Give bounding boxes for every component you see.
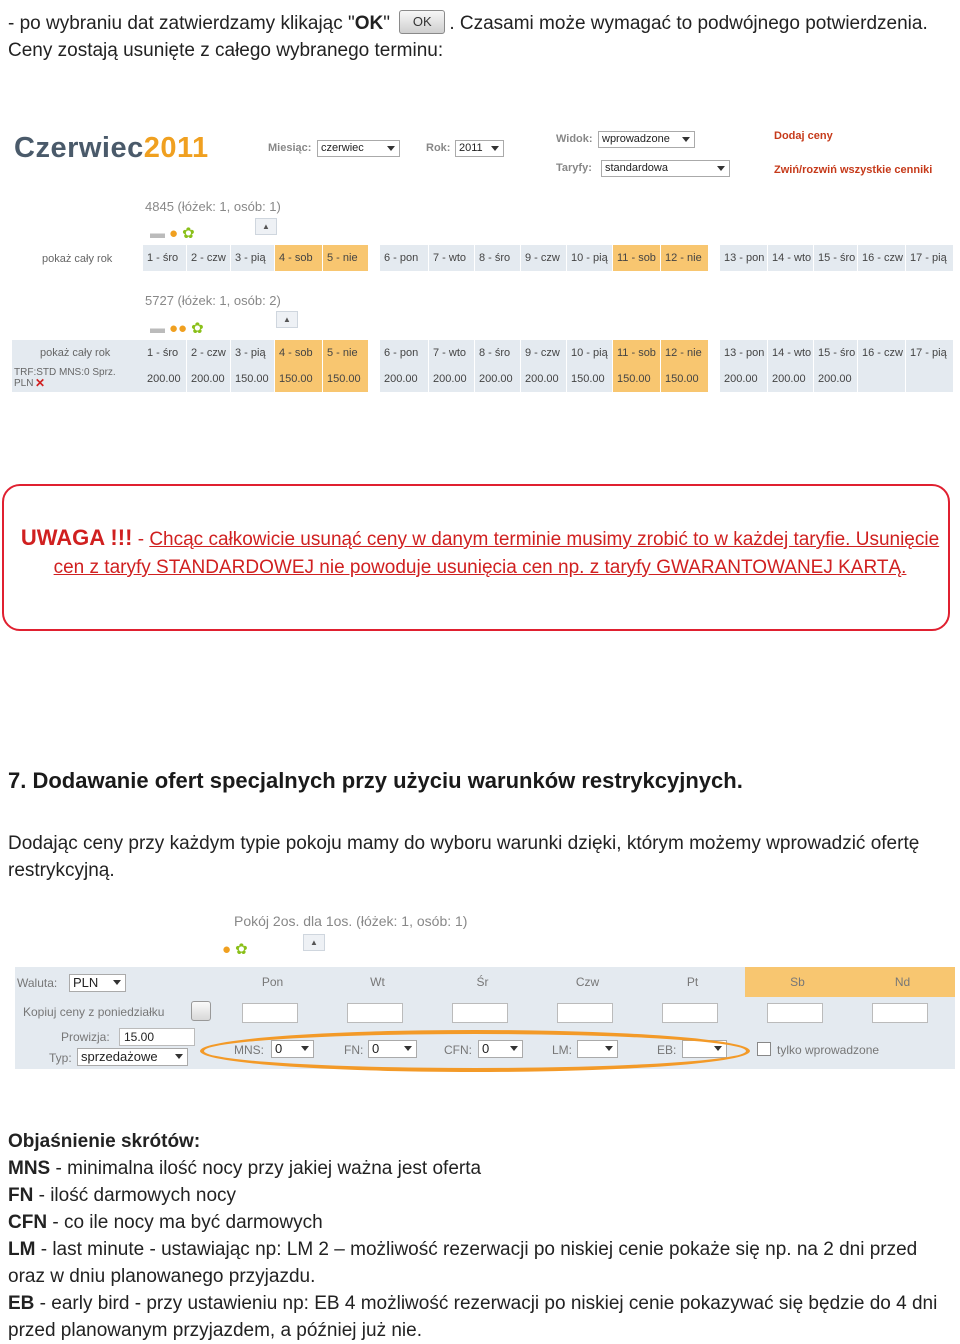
day-header: Śr [430,967,536,997]
explanation-text: - ilość darmowych nocy [33,1185,237,1206]
type-select[interactable] [77,1048,188,1066]
warning-dash: - [132,529,150,550]
show-year-link[interactable]: pokaż cały rok [42,253,113,265]
year-select[interactable] [455,140,504,157]
room1-days-row [143,245,955,271]
explanation-item [8,1290,953,1344]
view-select[interactable] [598,131,695,148]
cfn-select-value: 0 [482,1041,490,1056]
fn-select-value: 0 [372,1041,380,1056]
room2-icons [150,319,208,338]
column-gap [369,245,380,271]
day-cell[interactable]: 7 - wto [429,340,475,366]
day-cell[interactable]: 2 - czw [187,340,231,366]
mns-select-value: 0 [275,1041,283,1056]
delete-icon[interactable]: ✕ [35,376,46,390]
explanation-abbr: MNS [8,1158,51,1179]
explanation-abbr: CFN [8,1212,48,1233]
day-header: Wt [325,967,431,997]
warning-text [20,524,940,582]
day-cell[interactable]: 16 - czw [858,245,906,271]
copy-monday-button[interactable] [191,1001,211,1021]
day-cell[interactable]: 9 - czw [521,245,567,271]
chevron-down-icon [175,1054,183,1059]
day-cell[interactable]: 12 - nie [661,245,709,271]
toggle-all-link[interactable]: Zwiń/rozwiń wszystkie cenniki [774,164,933,176]
copy-monday-label: Kopiuj ceny z poniedziałku [23,1005,165,1019]
intro-part1: - po wybraniu dat zatwierdzamy klikając " [8,13,355,34]
price-cell[interactable]: 150.00 [661,366,709,392]
day-cell[interactable]: 8 - śro [475,340,521,366]
day-cell[interactable]: 16 - czw [858,340,906,366]
view-label: Widok: [556,133,593,145]
highlight-oval [200,1030,750,1072]
currency-label: Waluta: [17,976,58,990]
chevron-down-icon [717,166,725,171]
day-cell[interactable]: 11 - sob [613,340,661,366]
add-prices-link[interactable]: Dodaj ceny [774,130,833,142]
day-price-input[interactable] [452,1003,508,1023]
explanation-text: - last minute - ustawiając np: LM 2 – możliwość rezerwacji po niskiej cenie pokaże się np. na 2 dni przed oraz w dniu planowanego przyjazdu. [8,1239,918,1287]
day-cell[interactable]: 5 - nie [323,340,369,366]
day-price-input[interactable] [242,1003,298,1023]
day-header: Pt [640,967,746,997]
price-cell[interactable]: 200.00 [187,366,231,392]
price-cell[interactable]: 200.00 [429,366,475,392]
price-cell[interactable]: 200.00 [380,366,429,392]
day-cell[interactable]: 17 - pią [906,340,954,366]
day-cell[interactable]: 13 - pon [720,245,768,271]
person-icon: ●● [169,320,188,337]
day-cell[interactable]: 10 - pią [567,245,613,271]
day-price-input[interactable] [557,1003,613,1023]
price-cell[interactable]: 150.00 [323,366,369,392]
chevron-down-icon [387,146,395,151]
explanations [8,1128,953,1344]
day-cell[interactable]: 3 - pią [231,340,275,366]
month-select[interactable] [317,140,400,157]
day-cell[interactable]: 10 - pią [567,340,613,366]
day-price-inputs [220,997,955,1031]
explanation-abbr: EB [8,1293,35,1314]
chevron-down-icon [113,980,121,985]
type-select-value: sprzedażowe [81,1049,158,1064]
room2-title: 5727 (łóżek: 1, osób: 2) [145,293,281,308]
view-select-value: wprowadzone [602,133,670,145]
day-price-input[interactable] [767,1003,823,1023]
eb-label: EB: [657,1043,677,1057]
person-icon: ● [169,225,179,242]
year-select-value: 2011 [459,142,483,154]
collapse-arrow-icon[interactable]: ▲ [276,311,298,328]
warning-title: UWAGA !!! [20,525,133,550]
price-cell[interactable]: 150.00 [231,366,275,392]
calendar-month-title [14,132,209,165]
explanation-item [8,1209,953,1236]
day-cell[interactable]: 15 - śro [814,245,858,271]
room2-days-row [143,340,955,392]
collapse-arrow-icon[interactable]: ▲ [303,934,325,951]
intro-part2: " [383,13,391,34]
explanation-text: - minimalna ilość nocy przy jakiej ważna jest oferta [50,1158,482,1179]
column-gap [369,366,380,392]
bed-icon: ▬ [150,320,165,337]
year-name: 2011 [143,132,209,164]
day-cell[interactable]: 9 - czw [521,340,567,366]
day-cell[interactable]: 4 - sob [275,340,323,366]
days-header [220,967,955,997]
price-cell[interactable]: 150.00 [567,366,613,392]
form-room-icons [222,940,252,959]
explanation-item [8,1236,953,1290]
only-entered-label: tylko wprowadzone [777,1043,880,1057]
explanations-title: Objaśnienie skrótów: [8,1131,201,1152]
cfn-label: CFN: [444,1043,472,1057]
mns-label: MNS: [234,1043,264,1057]
day-cell[interactable]: 6 - pon [380,340,429,366]
meal-icon: ✿ [191,320,204,337]
price-cell[interactable]: 200.00 [814,366,858,392]
explanation-abbr: LM [8,1239,36,1260]
day-cell[interactable]: 12 - nie [661,340,709,366]
price-cell[interactable]: 200.00 [143,366,187,392]
day-cell[interactable]: 17 - pią [906,245,954,271]
form-room-title: Pokój 2os. dla 1os. (łóżek: 1, osób: 1) [234,913,468,929]
lm-label: LM: [552,1043,573,1057]
tariff-label: Taryfy: [556,162,592,174]
warning-body: Chcąc całkowicie usunąć ceny w danym terminie musimy zrobić to w każdej taryfie. Usunięcie cen z taryfy STANDARDOWEJ nie powoduje usunięcia cen np. z taryfy GWARANTOWANEJ KARTĄ. [53,529,940,578]
day-header: Sb [745,967,851,997]
price-cell[interactable]: 200.00 [475,366,521,392]
commission-input[interactable]: 15.00 [119,1028,195,1046]
price-cell[interactable]: 150.00 [613,366,661,392]
price-cell[interactable]: 200.00 [521,366,567,392]
column-gap [369,340,380,366]
day-header: Nd [850,967,956,997]
day-cell[interactable]: 14 - wto [768,340,814,366]
day-price-input[interactable] [347,1003,403,1023]
day-cell[interactable]: 1 - śro [143,245,187,271]
meal-icon: ✿ [235,941,248,958]
show-year-link[interactable]: pokaż cały rok [40,347,111,359]
day-cell[interactable]: 15 - śro [814,340,858,366]
month-select-value: czerwiec [321,142,364,154]
day-cell[interactable]: 5 - nie [323,245,369,271]
price-cell[interactable]: 200.00 [720,366,768,392]
day-cell[interactable]: 2 - czw [187,245,231,271]
section-paragraph: Dodając ceny przy każdym typie pokoju mamy do wyboru warunki dzięki, którym możemy wprowadzić ofertę restrykcyjną. [8,833,920,881]
day-cell[interactable]: 13 - pon [720,340,768,366]
fn-label: FN: [344,1043,364,1057]
explanation-abbr: FN [8,1185,34,1206]
month-label: Miesiąc: [268,142,312,154]
day-cell[interactable]: 8 - śro [475,245,521,271]
bed-icon: ▬ [150,225,165,242]
chevron-down-icon [682,137,690,142]
day-price-input[interactable] [872,1003,928,1023]
intro-ok-bold: OK [354,13,384,34]
section-heading: 7. Dodawanie ofert specjalnych przy użyciu warunków restrykcyjnych. [8,768,743,793]
meal-icon: ✿ [182,225,195,242]
day-cell[interactable]: 11 - sob [613,245,661,271]
explanation-item [8,1182,953,1209]
day-cell[interactable]: 7 - wto [429,245,475,271]
column-gap [709,340,720,366]
explanation-text: - early bird - przy ustawieniu np: EB 4 możliwość rezerwacji po niskiej cenie pokazywać się będzie do 4 dni przed planowanym przyjazdem, a później już nie. [8,1293,938,1341]
day-cell[interactable]: 1 - śro [143,340,187,366]
price-cell[interactable]: 200.00 [768,366,814,392]
rate-tag: TRF:STD MNS:0 Sprz. [14,367,116,378]
only-entered-checkbox[interactable] [757,1042,771,1056]
day-cell[interactable]: 3 - pią [231,245,275,271]
day-cell[interactable]: 4 - sob [275,245,323,271]
collapse-arrow-icon[interactable]: ▲ [255,218,277,235]
price-cell[interactable] [858,366,906,392]
day-cell[interactable]: 6 - pon [380,245,429,271]
column-gap [709,245,720,271]
intro-text [8,10,953,64]
month-name: Czerwiec [14,132,144,164]
day-header: Czw [535,967,641,997]
explanation-item [8,1155,953,1182]
tariff-select-value: standardowa [605,162,668,174]
rate-currency: PLN [14,378,34,389]
currency-select-value: PLN [73,975,99,990]
day-cell[interactable]: 14 - wto [768,245,814,271]
room1-icons [150,224,199,243]
intro-part3: . Czasami może wymagać to podwójnego potwierdzenia. Ceny zostają usunięte z całego wybranego terminu: [8,13,928,61]
explanation-text: - co ile nocy ma być darmowych [47,1212,323,1233]
room1-title: 4845 (łóżek: 1, osób: 1) [145,199,281,214]
tariff-select[interactable] [601,160,730,177]
column-gap [709,366,720,392]
price-cell[interactable]: 150.00 [275,366,323,392]
type-label: Typ: [49,1051,72,1065]
commission-label: Prowizja: [61,1030,110,1044]
currency-select[interactable] [69,974,126,992]
person-icon: ● [222,941,232,958]
ok-button-image: OK [399,10,445,34]
day-header: Pon [220,967,326,997]
price-cell[interactable] [906,366,954,392]
day-price-input[interactable] [662,1003,718,1023]
year-label: Rok: [426,142,451,154]
chevron-down-icon [491,146,499,151]
